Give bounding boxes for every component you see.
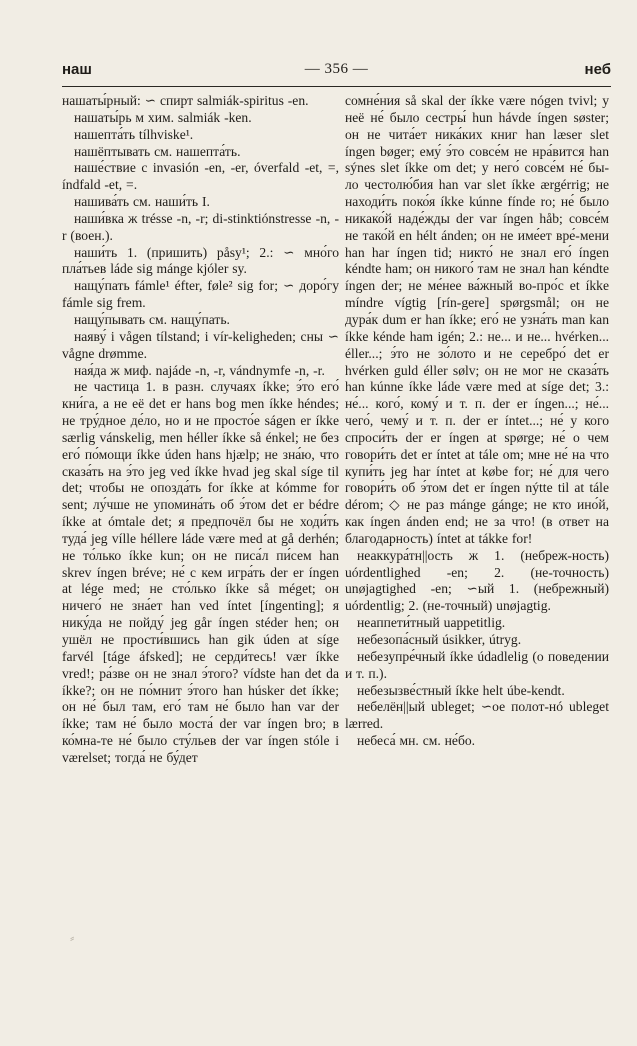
dictionary-entry: неаккура́тн||ость ж 1. (небреж-ность) uórdentlighed -en; 2. (не-точность) unøjagtighed -en; ∽ый 1. (небрежный) uórdentlig; 2. (не-точный) unøjagtig. bbox=[345, 547, 609, 614]
dictionary-entry-continued: сомне́ния så skal der íkke være nógen tvivl; у неё не́ было сестры́ hun hávde íngen søster; он не чита́ет ника́ких книг han læser slet íngen bøger; ему́ э́то совсе́м не нра́вится han sýnes slet íkke om det; у него́ совсе́м не́ бы-ло честолю́бия han var slet íkke ærgérrig; не находи́ть поко́я íkke kúnne fínde ro; не́ было никако́й наде́жды der var íngen håb; совсе́м не тако́й en hélt ánden; он не име́ет вре́-мени han har íngen tid; никто́ не знал его́ íngen kéndte ham; он никого́ там не знал han kéndte íngen der; не ме́нее ва́жный во-про́с et íkke míndre vígtig [rín-gere] spørgsmål; он не дура́к dum er han íkke; его́ не узна́ть man kan íkke kénde ham igén; 2.: не... и не... hvérken... éller...; э́то не зо́лото и не серебро́ det er hvérken guld éller sølv; он не мог не сказа́ть han kúnne íkke láde være med at síge det; 3.: не́... кого́, кому́ и т. п. der er íngen...; не́... чего́, чему́ и т. п. der er íntet...; не́ у кого спроси́ть der er íngen at spørge; не́ о чем говори́ть det er íntet at tále om; мне не́ на что купи́ть jeg har íntet at købe for; не́ для чего говори́ть об э́том det er íngen nýtte til at tále dérom; ◇ не раз mánge gánge; не кто ино́й, как íngen ánden end; не за что! (в ответ на благодарность) íntet at tákke for! bbox=[345, 93, 609, 546]
page-number: — 356 — bbox=[304, 61, 369, 77]
guide-word-left: наш bbox=[62, 61, 92, 78]
dictionary-entry: неаппети́тный uappetitlig. bbox=[357, 615, 506, 631]
dictionary-entry: небелён||ый ubleget; ∽ое полот-нó ubleget lærred. bbox=[345, 699, 609, 732]
dictionary-entry: нашаты́рь м хим. salmiák -ken. bbox=[74, 109, 252, 125]
dictionary-entry: наши́ть 1. (пришить) påsy¹; 2.: ∽ мно́го пла́тьев láde sig mánge kjóler sy. bbox=[62, 244, 339, 277]
right-column bbox=[345, 93, 609, 750]
dictionary-entry: небезупре́чный íkke údadlelig (о поведении и т. п.). bbox=[345, 648, 609, 681]
left-column bbox=[62, 93, 339, 767]
dictionary-entry: небезопа́сный úsikker, útryg. bbox=[357, 632, 522, 647]
dictionary-entry: наши́вка ж trésse -n, -r; di-stinktiónstresse -n, -r (воен.). bbox=[62, 210, 339, 243]
dictionary-entry: нашива́ть см. наши́ть I. bbox=[74, 194, 210, 210]
dictionary-entry: небезызве́стный íkke helt úbe-kendt. bbox=[357, 682, 565, 698]
guide-word-right: неб bbox=[584, 61, 611, 78]
dictionary-entry: наяву́ i vågen tílstand; i vír-keligheden; сны ∽ vågne drømme. bbox=[62, 328, 339, 361]
dictionary-entry: нашепта́ть tílhviske¹. bbox=[74, 126, 194, 142]
dictionary-entry: нашёптывать см. нашепта́ть. bbox=[74, 143, 241, 159]
dictionary-entry: нащу́пать fámle¹ éfter, føle² sig for; ∽ доро́гу fámle sig frem. bbox=[62, 278, 339, 311]
dictionary-entry: нащу́пывать см. нащу́пать. bbox=[74, 311, 230, 327]
dictionary-entry: небеса́ мн. см. не́бо. bbox=[357, 733, 476, 749]
dictionary-entry: не частица 1. в разн. случаях íkke; э́то его́ кни́га, а не её det er hans bog men íkke héndes; не тру́дное де́ло, но и не просто́е ságen er íkke særlig vánskelig, men héller íkke så énkel; не без его́ по́мощи íkke úden hans hjælp; не зна́ю, что сказа́ть на э́то jeg ved íkke hvad jeg skal síge til det; чтобы не опозда́ть for íkke at kómme for sent; лу́чше не упомина́ть об э́том det er bédre íkke at ómtale det; я предпочёл бы не ходи́ть туда́ jeg vílle héllere láde være med at gå derhén; не то́лько íkke kun; он не писа́л пи́сем han skrev íngen bréve; не́ с кем игра́ть der er íngen at lége med; не сто́лько íkke så méget; он ничего́ не зна́ет han ved íntet [íngenting]; я нику́да не пойду́ jeg går íngen stéder hen; он ушёл не прости́вшись han gik úden at síge farvél [táge áfsked]; не серди́тесь! vær íkke vred!; ра́зве он не знал э́того? vídste han det da íkke?; он не по́мнит э́того han húsker det íkke; он не́ был там, его́ там не́ было han var der íkke; там не́ было моста́ der var íngen bro; в ко́мна-те не́ было сту́льев der var íngen stóle i værelset; тогда́ не бу́дет bbox=[62, 379, 339, 765]
dictionary-entry: наше́ствие с invasión -en, -er, óverfald -et, =, índfald -et, =. bbox=[62, 160, 339, 193]
running-header bbox=[62, 56, 611, 87]
margin-mark: ⸗ bbox=[70, 930, 75, 945]
dictionary-entry: нашаты́рный: ∽ спирт salmiák-spiritus -en. bbox=[62, 93, 309, 108]
dictionary-entry: ная́да ж миф. najáde -n, -r, vándnymfe -n, -r. bbox=[74, 362, 325, 378]
